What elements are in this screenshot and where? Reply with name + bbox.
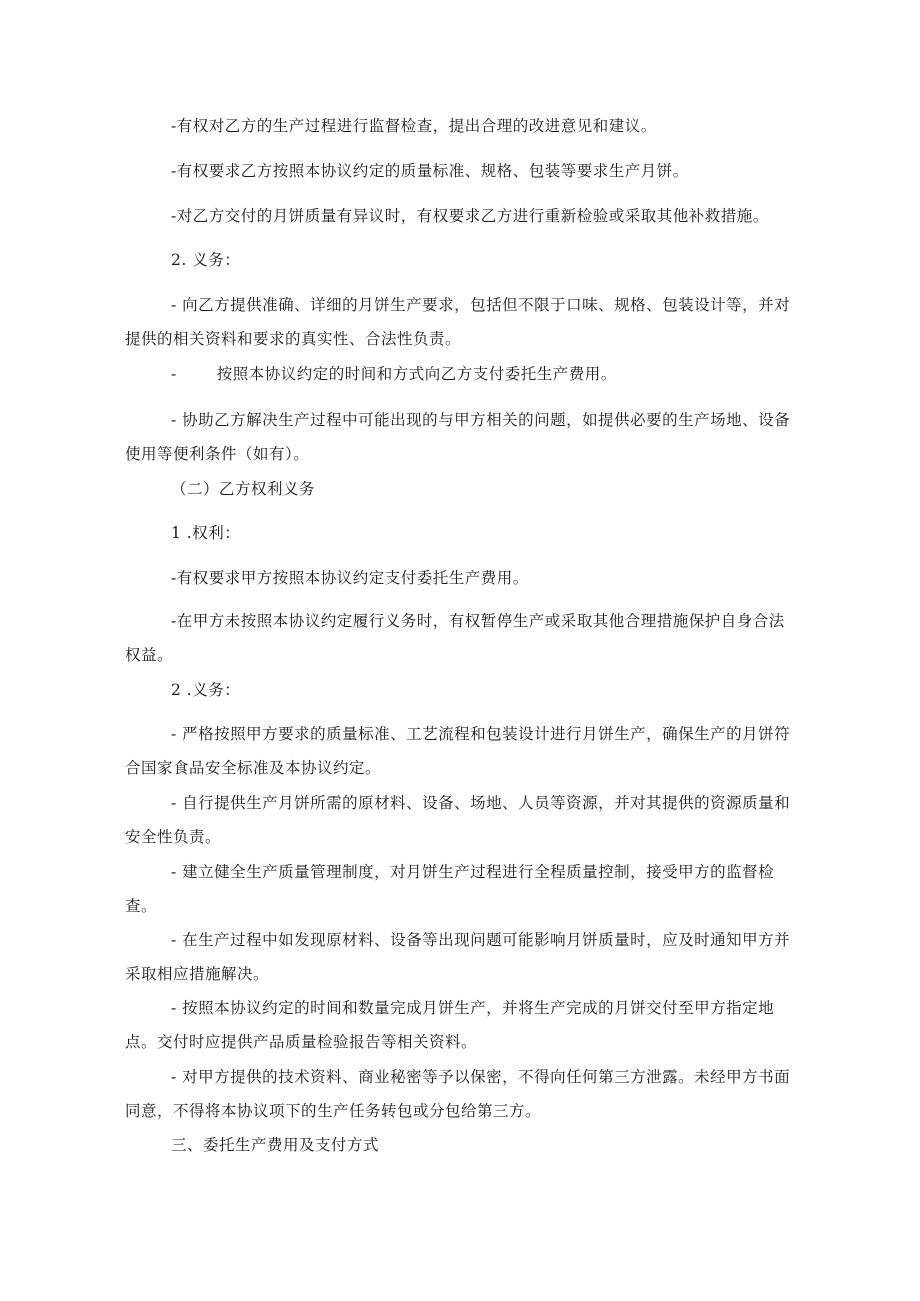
paragraph: -对乙方交付的月饼质量有异议时，有权要求乙方进行重新检验或采取其他补救措施。 [171,207,769,225]
dash-prefix: - [171,365,177,383]
paragraph-text: 按照本协议约定的时间和方式向乙方支付委托生产费用。 [216,365,617,383]
paragraph: - 建立健全生产质量管理制度，对月饼生产过程进行全程质量控制，接受甲方的监督检查。 [125,863,775,915]
section-heading: 三、委托生产费用及支付方式 [171,1136,380,1154]
paragraph: - 严格按照甲方要求的质量标准、工艺流程和包装设计进行月饼生产，确保生产的月饼符合国家食品安全标准及本协议约定。 [125,725,791,777]
paragraph [125,357,797,391]
paragraph: -有权要求甲方按照本协议约定支付委托生产费用。 [171,569,529,587]
paragraph: -有权要求乙方按照本协议约定的质量标准、规格、包装等要求生产月饼。 [171,162,689,180]
section-heading: 2 .义务： [171,681,241,699]
paragraph: - 自行提供生产月饼所需的原材料、设备、场地、人员等资源，并对其提供的资源质量和安全性负责。 [125,794,791,846]
paragraph: - 向乙方提供准确、详细的月饼生产要求，包括但不限于口味、规格、包装设计等，并对提供的相关资料和要求的真实性、合法性负责。 [125,296,791,348]
section-heading: （二）乙方权利义务 [171,480,316,498]
section-heading: 2. 义务： [171,251,241,269]
paragraph: - 在生产过程中如发现原材料、设备等出现问题可能影响月饼质量时，应及时通知甲方并采取相应措施解决。 [125,931,791,983]
paragraph: -有权对乙方的生产过程进行监督检查，提出合理的改进意见和建议。 [171,117,657,135]
paragraph: - 协助乙方解决生产过程中可能出现的与甲方相关的问题，如提供必要的生产场地、设备使用等便利条件（如有）。 [125,411,791,463]
section-heading: 1 .权利： [171,524,241,542]
paragraph: -在甲方未按照本协议约定履行义务时，有权暂停生产或采取其他合理措施保护自身合法权益。 [125,612,785,664]
paragraph: - 按照本协议约定的时间和数量完成月饼生产，并将生产完成的月饼交付至甲方指定地点。交付时应提供产品质量检验报告等相关资料。 [125,999,775,1051]
paragraph: - 对甲方提供的技术资料、商业秘密等予以保密，不得向任何第三方泄露。未经甲方书面同意，不得将本协议项下的生产任务转包或分包给第三方。 [125,1068,791,1120]
